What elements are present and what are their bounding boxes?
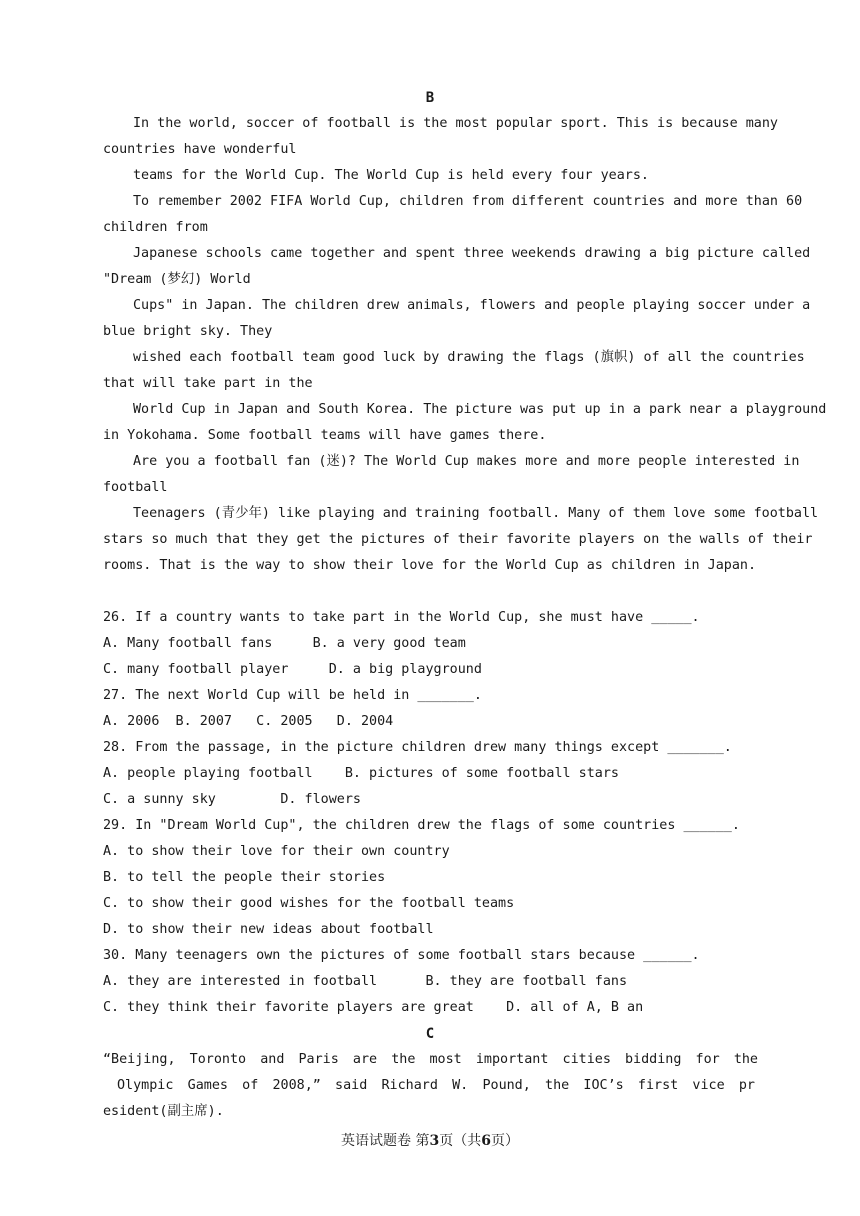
passage-line: in Yokohama. Some football teams will have games there. <box>103 428 547 443</box>
question-29-option-a: A. to show their love for their own country <box>103 844 450 859</box>
passage-line: wished each football team good luck by drawing the flags (旗帜) of all the countries <box>133 350 805 365</box>
question-29-option-d: D. to show their new ideas about football <box>103 922 434 937</box>
footer-total-pages: 6 <box>481 1133 491 1149</box>
question-29-option-c: C. to show their good wishes for the football teams <box>103 896 515 911</box>
question-30-stem: 30. Many teenagers own the pictures of some football stars because ______. <box>103 948 700 963</box>
section-b-heading: B <box>425 90 435 106</box>
passage-line: that will take part in the <box>103 376 313 391</box>
question-28-stem: 28. From the passage, in the picture children drew many things except _______. <box>103 740 732 755</box>
passage-line: Olympic Games of 2008,” said Richard W. Pound, the IOC’s first vice pr <box>117 1078 755 1093</box>
footer-page-number: 3 <box>429 1133 440 1149</box>
passage-line: Cups" in Japan. The children drew animals, flowers and people playing soccer under a <box>133 298 811 313</box>
question-26-stem: 26. If a country wants to take part in the World Cup, she must have _____. <box>103 610 700 625</box>
passage-line: rooms. That is the way to show their love for the World Cup as children in Japan. <box>103 558 757 573</box>
passage-line: “Beijing, Toronto and Paris are the most important cities bidding for the <box>103 1052 758 1067</box>
question-26-options: C. many football player D. a big playground <box>103 662 482 677</box>
passage-line: countries have wonderful <box>103 142 297 157</box>
question-27-stem: 27. The next World Cup will be held in _______. <box>103 688 482 703</box>
question-27-options: A. 2006 B. 2007 C. 2005 D. 2004 <box>103 714 394 729</box>
passage-line: stars so much that they get the pictures of their favorite players on the walls of their <box>103 532 813 547</box>
question-26-options: A. Many football fans B. a very good team <box>103 636 466 651</box>
question-29-option-b: B. to tell the people their stories <box>103 870 386 885</box>
page-footer <box>0 1128 860 1154</box>
passage-line: Are you a football fan (迷)? The World Cup makes more and more people interested in <box>133 454 800 469</box>
footer-suffix: 页） <box>490 1133 519 1149</box>
passage-line: blue bright sky. They <box>103 324 273 339</box>
question-30-options: C. they think their favorite players are great D. all of A, B an <box>103 1000 644 1015</box>
passage-line: Japanese schools came together and spent three weekends drawing a big picture called <box>133 246 811 261</box>
passage-line: Teenagers (青少年) like playing and training football. Many of them love some football <box>133 506 819 521</box>
passage-line: World Cup in Japan and South Korea. The picture was put up in a park near a playground <box>133 402 827 417</box>
question-28-options: A. people playing football B. pictures of some football stars <box>103 766 619 781</box>
passage-line: teams for the World Cup. The World Cup is held every four years. <box>133 168 649 183</box>
question-29-stem: 29. In "Dream World Cup", the children drew the flags of some countries ______. <box>103 818 740 833</box>
passage-line: "Dream (梦幻) World <box>103 272 251 287</box>
passage-line: To remember 2002 FIFA World Cup, children from different countries and more than 60 <box>133 194 803 209</box>
passage-line: In the world, soccer of football is the most popular sport. This is because many <box>133 116 778 131</box>
question-28-options: C. a sunny sky D. flowers <box>103 792 361 807</box>
passage-line: children from <box>103 220 208 235</box>
passage-line: esident(副主席). <box>103 1104 224 1119</box>
section-c-heading: C <box>425 1026 435 1042</box>
footer-prefix: 英语试题卷 第 <box>341 1133 430 1149</box>
question-30-options: A. they are interested in football B. they are football fans <box>103 974 628 989</box>
passage-line: football <box>103 480 168 495</box>
footer-middle: 页（共 <box>439 1133 482 1149</box>
